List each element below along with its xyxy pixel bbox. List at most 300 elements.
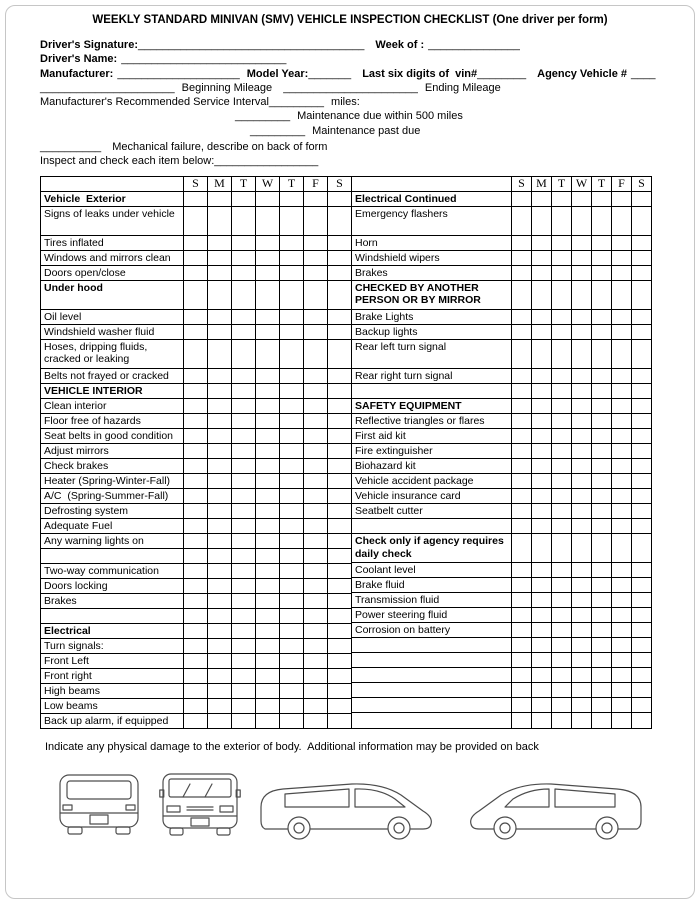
- check-cell[interactable]: [552, 638, 572, 653]
- check-cell[interactable]: [232, 324, 256, 339]
- check-cell[interactable]: [232, 413, 256, 428]
- check-cell[interactable]: [256, 428, 280, 443]
- check-cell[interactable]: [552, 191, 572, 206]
- check-cell[interactable]: [592, 489, 612, 504]
- check-cell[interactable]: [632, 593, 652, 608]
- check-cell[interactable]: [512, 534, 532, 563]
- check-cell[interactable]: [280, 235, 304, 250]
- check-cell[interactable]: [552, 534, 572, 563]
- check-cell[interactable]: [328, 533, 352, 548]
- check-cell[interactable]: [572, 324, 592, 339]
- check-cell[interactable]: [304, 191, 328, 206]
- check-cell[interactable]: [328, 503, 352, 518]
- check-cell[interactable]: [232, 206, 256, 235]
- check-cell[interactable]: [184, 713, 208, 728]
- check-cell[interactable]: [184, 638, 208, 653]
- check-cell[interactable]: [512, 578, 532, 593]
- check-cell[interactable]: [612, 324, 632, 339]
- check-cell[interactable]: [280, 428, 304, 443]
- check-cell[interactable]: [552, 250, 572, 265]
- check-cell[interactable]: [208, 206, 232, 235]
- check-cell[interactable]: [232, 713, 256, 728]
- check-cell[interactable]: [632, 713, 652, 728]
- check-cell[interactable]: [512, 638, 532, 653]
- check-cell[interactable]: [184, 339, 208, 368]
- check-cell[interactable]: [256, 533, 280, 548]
- check-cell[interactable]: [592, 443, 612, 458]
- check-cell[interactable]: [256, 280, 280, 309]
- check-cell[interactable]: [572, 593, 592, 608]
- check-cell[interactable]: [512, 653, 532, 668]
- check-cell[interactable]: [280, 206, 304, 235]
- check-cell[interactable]: [532, 653, 552, 668]
- check-cell[interactable]: [328, 593, 352, 608]
- check-cell[interactable]: [184, 473, 208, 488]
- check-cell[interactable]: [280, 309, 304, 324]
- check-cell[interactable]: [208, 309, 232, 324]
- check-cell[interactable]: [552, 563, 572, 578]
- check-cell[interactable]: [532, 459, 552, 474]
- check-cell[interactable]: [232, 608, 256, 623]
- check-cell[interactable]: [280, 683, 304, 698]
- check-cell[interactable]: [184, 623, 208, 638]
- check-cell[interactable]: [208, 623, 232, 638]
- check-cell[interactable]: [612, 368, 632, 383]
- check-cell[interactable]: [592, 206, 612, 235]
- check-cell[interactable]: [612, 683, 632, 698]
- check-cell[interactable]: [572, 235, 592, 250]
- check-cell[interactable]: [592, 383, 612, 398]
- check-cell[interactable]: [328, 413, 352, 428]
- check-cell[interactable]: [512, 443, 532, 458]
- check-cell[interactable]: [572, 713, 592, 728]
- check-cell[interactable]: [532, 638, 552, 653]
- check-cell[interactable]: [512, 489, 532, 504]
- check-cell[interactable]: [328, 683, 352, 698]
- check-cell[interactable]: [532, 668, 552, 683]
- check-cell[interactable]: [612, 265, 632, 280]
- check-cell[interactable]: [632, 235, 652, 250]
- agency-vehicle-blank-field[interactable]: ____: [631, 67, 656, 80]
- check-cell[interactable]: [256, 548, 280, 563]
- check-cell[interactable]: [184, 235, 208, 250]
- check-cell[interactable]: [328, 339, 352, 368]
- check-cell[interactable]: [304, 383, 328, 398]
- check-cell[interactable]: [256, 191, 280, 206]
- check-cell[interactable]: [328, 518, 352, 533]
- check-cell[interactable]: [632, 698, 652, 713]
- check-cell[interactable]: [232, 488, 256, 503]
- check-cell[interactable]: [232, 563, 256, 578]
- check-cell[interactable]: [532, 443, 552, 458]
- check-cell[interactable]: [280, 324, 304, 339]
- check-cell[interactable]: [280, 548, 304, 563]
- check-cell[interactable]: [232, 368, 256, 383]
- check-cell[interactable]: [232, 653, 256, 668]
- check-cell[interactable]: [208, 698, 232, 713]
- check-cell[interactable]: [592, 593, 612, 608]
- check-cell[interactable]: [612, 593, 632, 608]
- check-cell[interactable]: [256, 518, 280, 533]
- check-cell[interactable]: [532, 713, 552, 728]
- check-cell[interactable]: [612, 280, 632, 309]
- check-cell[interactable]: [304, 638, 328, 653]
- check-cell[interactable]: [232, 250, 256, 265]
- check-cell[interactable]: [304, 698, 328, 713]
- check-cell[interactable]: [572, 668, 592, 683]
- check-cell[interactable]: [632, 250, 652, 265]
- check-cell[interactable]: [328, 428, 352, 443]
- check-cell[interactable]: [632, 191, 652, 206]
- check-cell[interactable]: [592, 428, 612, 443]
- check-cell[interactable]: [632, 398, 652, 413]
- check-cell[interactable]: [184, 383, 208, 398]
- check-cell[interactable]: [256, 623, 280, 638]
- check-cell[interactable]: [572, 698, 592, 713]
- check-cell[interactable]: [572, 398, 592, 413]
- check-cell[interactable]: [552, 504, 572, 519]
- check-cell[interactable]: [552, 324, 572, 339]
- check-cell[interactable]: [572, 368, 592, 383]
- maintenance-due-blank-field[interactable]: _________: [235, 110, 291, 123]
- check-cell[interactable]: [208, 563, 232, 578]
- check-cell[interactable]: [532, 504, 552, 519]
- driver-name-blank-field[interactable]: ___________________________: [121, 53, 287, 66]
- check-cell[interactable]: [280, 473, 304, 488]
- check-cell[interactable]: [256, 578, 280, 593]
- check-cell[interactable]: [280, 339, 304, 368]
- check-cell[interactable]: [304, 339, 328, 368]
- check-cell[interactable]: [592, 235, 612, 250]
- check-cell[interactable]: [328, 578, 352, 593]
- check-cell[interactable]: [552, 653, 572, 668]
- check-cell[interactable]: [256, 368, 280, 383]
- check-cell[interactable]: [632, 280, 652, 309]
- check-cell[interactable]: [592, 191, 612, 206]
- check-cell[interactable]: [328, 563, 352, 578]
- check-cell[interactable]: [232, 683, 256, 698]
- check-cell[interactable]: [256, 339, 280, 368]
- check-cell[interactable]: [184, 191, 208, 206]
- check-cell[interactable]: [328, 473, 352, 488]
- check-cell[interactable]: [328, 698, 352, 713]
- check-cell[interactable]: [572, 280, 592, 309]
- check-cell[interactable]: [512, 593, 532, 608]
- check-cell[interactable]: [328, 191, 352, 206]
- service-interval-blank-field[interactable]: _________: [268, 96, 324, 109]
- check-cell[interactable]: [632, 668, 652, 683]
- check-cell[interactable]: [632, 638, 652, 653]
- check-cell[interactable]: [280, 533, 304, 548]
- check-cell[interactable]: [512, 608, 532, 623]
- check-cell[interactable]: [208, 383, 232, 398]
- check-cell[interactable]: [232, 265, 256, 280]
- check-cell[interactable]: [532, 191, 552, 206]
- check-cell[interactable]: [592, 309, 612, 324]
- check-cell[interactable]: [552, 280, 572, 309]
- check-cell[interactable]: [232, 339, 256, 368]
- check-cell[interactable]: [612, 339, 632, 368]
- check-cell[interactable]: [256, 668, 280, 683]
- check-cell[interactable]: [572, 383, 592, 398]
- check-cell[interactable]: [612, 474, 632, 489]
- check-cell[interactable]: [208, 668, 232, 683]
- check-cell[interactable]: [612, 443, 632, 458]
- check-cell[interactable]: [328, 713, 352, 728]
- mechanical-failure-blank-field[interactable]: __________: [40, 141, 102, 154]
- check-cell[interactable]: [512, 339, 532, 368]
- check-cell[interactable]: [632, 339, 652, 368]
- check-cell[interactable]: [184, 250, 208, 265]
- check-cell[interactable]: [280, 638, 304, 653]
- check-cell[interactable]: [612, 638, 632, 653]
- check-cell[interactable]: [592, 280, 612, 309]
- check-cell[interactable]: [572, 638, 592, 653]
- check-cell[interactable]: [232, 428, 256, 443]
- check-cell[interactable]: [256, 683, 280, 698]
- check-cell[interactable]: [572, 309, 592, 324]
- check-cell[interactable]: [532, 413, 552, 428]
- check-cell[interactable]: [572, 623, 592, 638]
- check-cell[interactable]: [572, 653, 592, 668]
- check-cell[interactable]: [184, 324, 208, 339]
- check-cell[interactable]: [632, 206, 652, 235]
- check-cell[interactable]: [592, 265, 612, 280]
- check-cell[interactable]: [532, 428, 552, 443]
- check-cell[interactable]: [184, 443, 208, 458]
- check-cell[interactable]: [280, 593, 304, 608]
- check-cell[interactable]: [612, 413, 632, 428]
- check-cell[interactable]: [632, 489, 652, 504]
- check-cell[interactable]: [572, 206, 592, 235]
- check-cell[interactable]: [304, 280, 328, 309]
- check-cell[interactable]: [632, 474, 652, 489]
- check-cell[interactable]: [592, 578, 612, 593]
- check-cell[interactable]: [552, 398, 572, 413]
- check-cell[interactable]: [208, 443, 232, 458]
- check-cell[interactable]: [552, 443, 572, 458]
- check-cell[interactable]: [328, 608, 352, 623]
- check-cell[interactable]: [304, 458, 328, 473]
- check-cell[interactable]: [256, 473, 280, 488]
- check-cell[interactable]: [280, 250, 304, 265]
- check-cell[interactable]: [328, 309, 352, 324]
- check-cell[interactable]: [552, 623, 572, 638]
- check-cell[interactable]: [304, 503, 328, 518]
- check-cell[interactable]: [208, 191, 232, 206]
- check-cell[interactable]: [208, 473, 232, 488]
- check-cell[interactable]: [532, 265, 552, 280]
- check-cell[interactable]: [552, 235, 572, 250]
- check-cell[interactable]: [612, 398, 632, 413]
- check-cell[interactable]: [592, 504, 612, 519]
- check-cell[interactable]: [328, 488, 352, 503]
- check-cell[interactable]: [232, 518, 256, 533]
- check-cell[interactable]: [512, 324, 532, 339]
- check-cell[interactable]: [184, 653, 208, 668]
- check-cell[interactable]: [552, 578, 572, 593]
- check-cell[interactable]: [612, 309, 632, 324]
- check-cell[interactable]: [280, 368, 304, 383]
- signature-blank-field[interactable]: _____________________________________: [137, 39, 365, 51]
- check-cell[interactable]: [232, 593, 256, 608]
- check-cell[interactable]: [304, 488, 328, 503]
- check-cell[interactable]: [512, 250, 532, 265]
- check-cell[interactable]: [512, 383, 532, 398]
- check-cell[interactable]: [552, 413, 572, 428]
- check-cell[interactable]: [328, 324, 352, 339]
- check-cell[interactable]: [208, 250, 232, 265]
- check-cell[interactable]: [232, 458, 256, 473]
- check-cell[interactable]: [208, 280, 232, 309]
- check-cell[interactable]: [280, 608, 304, 623]
- check-cell[interactable]: [208, 713, 232, 728]
- check-cell[interactable]: [184, 280, 208, 309]
- check-cell[interactable]: [612, 653, 632, 668]
- check-cell[interactable]: [184, 309, 208, 324]
- check-cell[interactable]: [552, 593, 572, 608]
- check-cell[interactable]: [184, 458, 208, 473]
- check-cell[interactable]: [532, 339, 552, 368]
- check-cell[interactable]: [552, 683, 572, 698]
- check-cell[interactable]: [280, 383, 304, 398]
- check-cell[interactable]: [632, 519, 652, 534]
- check-cell[interactable]: [256, 250, 280, 265]
- check-cell[interactable]: [592, 474, 612, 489]
- check-cell[interactable]: [532, 398, 552, 413]
- check-cell[interactable]: [256, 265, 280, 280]
- check-cell[interactable]: [512, 683, 532, 698]
- check-cell[interactable]: [612, 250, 632, 265]
- check-cell[interactable]: [532, 280, 552, 309]
- check-cell[interactable]: [552, 383, 572, 398]
- check-cell[interactable]: [612, 459, 632, 474]
- check-cell[interactable]: [632, 653, 652, 668]
- check-cell[interactable]: [208, 235, 232, 250]
- check-cell[interactable]: [328, 458, 352, 473]
- check-cell[interactable]: [552, 489, 572, 504]
- check-cell[interactable]: [232, 698, 256, 713]
- check-cell[interactable]: [512, 413, 532, 428]
- check-cell[interactable]: [232, 668, 256, 683]
- check-cell[interactable]: [208, 608, 232, 623]
- check-cell[interactable]: [512, 698, 532, 713]
- check-cell[interactable]: [592, 683, 612, 698]
- check-cell[interactable]: [184, 206, 208, 235]
- check-cell[interactable]: [592, 534, 612, 563]
- check-cell[interactable]: [532, 324, 552, 339]
- check-cell[interactable]: [280, 280, 304, 309]
- check-cell[interactable]: [532, 623, 552, 638]
- check-cell[interactable]: [572, 683, 592, 698]
- check-cell[interactable]: [592, 608, 612, 623]
- check-cell[interactable]: [612, 698, 632, 713]
- check-cell[interactable]: [632, 534, 652, 563]
- check-cell[interactable]: [592, 713, 612, 728]
- check-cell[interactable]: [512, 504, 532, 519]
- check-cell[interactable]: [184, 578, 208, 593]
- check-cell[interactable]: [632, 368, 652, 383]
- check-cell[interactable]: [280, 443, 304, 458]
- check-cell[interactable]: [572, 519, 592, 534]
- check-cell[interactable]: [572, 413, 592, 428]
- check-cell[interactable]: [328, 623, 352, 638]
- check-cell[interactable]: [304, 235, 328, 250]
- check-cell[interactable]: [208, 518, 232, 533]
- check-cell[interactable]: [572, 265, 592, 280]
- check-cell[interactable]: [256, 443, 280, 458]
- check-cell[interactable]: [328, 548, 352, 563]
- check-cell[interactable]: [304, 608, 328, 623]
- check-cell[interactable]: [632, 383, 652, 398]
- check-cell[interactable]: [208, 653, 232, 668]
- check-cell[interactable]: [612, 504, 632, 519]
- check-cell[interactable]: [304, 593, 328, 608]
- check-cell[interactable]: [208, 578, 232, 593]
- check-cell[interactable]: [612, 563, 632, 578]
- check-cell[interactable]: [232, 383, 256, 398]
- check-cell[interactable]: [532, 534, 552, 563]
- check-cell[interactable]: [304, 443, 328, 458]
- check-cell[interactable]: [304, 578, 328, 593]
- check-cell[interactable]: [256, 713, 280, 728]
- check-cell[interactable]: [232, 503, 256, 518]
- check-cell[interactable]: [612, 519, 632, 534]
- check-cell[interactable]: [232, 473, 256, 488]
- check-cell[interactable]: [512, 563, 532, 578]
- check-cell[interactable]: [280, 653, 304, 668]
- check-cell[interactable]: [552, 206, 572, 235]
- check-cell[interactable]: [208, 428, 232, 443]
- check-cell[interactable]: [612, 235, 632, 250]
- check-cell[interactable]: [632, 265, 652, 280]
- check-cell[interactable]: [256, 309, 280, 324]
- check-cell[interactable]: [256, 698, 280, 713]
- check-cell[interactable]: [280, 458, 304, 473]
- check-cell[interactable]: [256, 324, 280, 339]
- check-cell[interactable]: [632, 563, 652, 578]
- check-cell[interactable]: [232, 638, 256, 653]
- check-cell[interactable]: [328, 668, 352, 683]
- check-cell[interactable]: [304, 713, 328, 728]
- check-cell[interactable]: [592, 368, 612, 383]
- check-cell[interactable]: [256, 653, 280, 668]
- check-cell[interactable]: [184, 608, 208, 623]
- check-cell[interactable]: [328, 235, 352, 250]
- check-cell[interactable]: [552, 474, 572, 489]
- check-cell[interactable]: [512, 519, 532, 534]
- check-cell[interactable]: [512, 398, 532, 413]
- check-cell[interactable]: [592, 563, 612, 578]
- check-cell[interactable]: [256, 398, 280, 413]
- check-cell[interactable]: [532, 309, 552, 324]
- check-cell[interactable]: [592, 519, 612, 534]
- check-cell[interactable]: [184, 368, 208, 383]
- check-cell[interactable]: [232, 191, 256, 206]
- ending-mileage-blank-field[interactable]: ______________________: [283, 81, 418, 94]
- check-cell[interactable]: [304, 250, 328, 265]
- check-cell[interactable]: [532, 683, 552, 698]
- check-cell[interactable]: [280, 563, 304, 578]
- check-cell[interactable]: [208, 533, 232, 548]
- check-cell[interactable]: [552, 368, 572, 383]
- check-cell[interactable]: [592, 459, 612, 474]
- check-cell[interactable]: [256, 503, 280, 518]
- check-cell[interactable]: [552, 309, 572, 324]
- check-cell[interactable]: [572, 191, 592, 206]
- check-cell[interactable]: [232, 309, 256, 324]
- check-cell[interactable]: [552, 265, 572, 280]
